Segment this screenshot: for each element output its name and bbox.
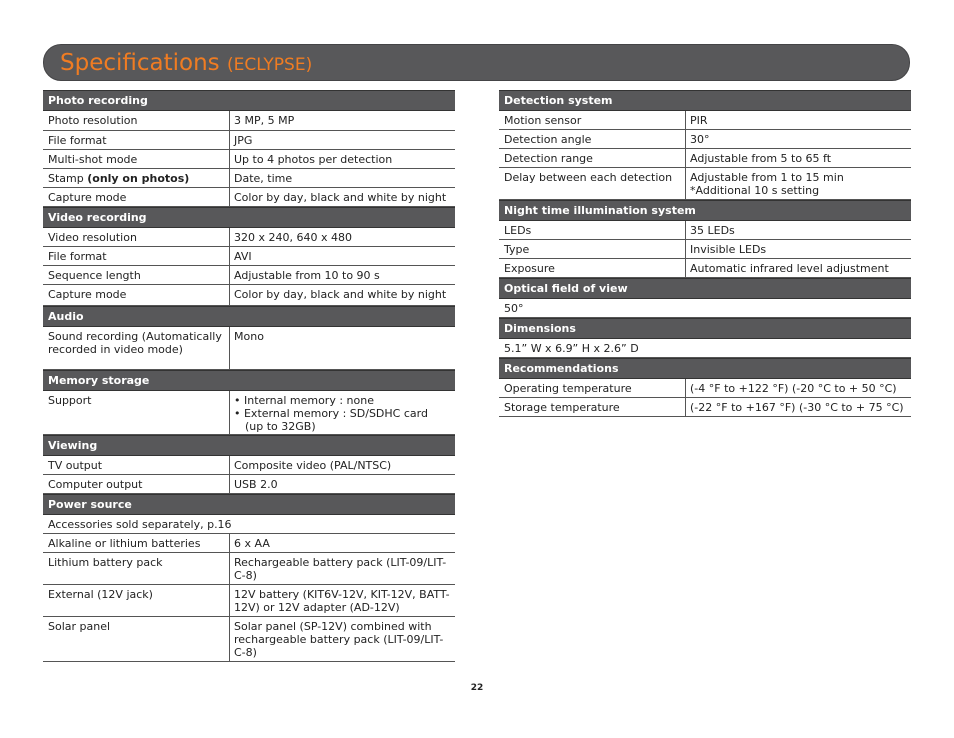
section-header-viewing: Viewing xyxy=(43,435,455,456)
spec-value: (-22 °F to +167 °F) (-30 °C to + 75 °C) xyxy=(690,401,904,414)
spec-label: Computer output xyxy=(43,475,230,493)
spec-value: Mono xyxy=(234,330,264,343)
section-header-photo-recording: Photo recording xyxy=(43,90,455,111)
spec-value: Solar panel (SP-12V) combined with rechargeable battery pack (LIT-09/LIT-C-8) xyxy=(234,620,444,659)
section-header-memory-storage: Memory storage xyxy=(43,370,455,391)
spec-label: Detection range xyxy=(499,149,686,167)
table-row xyxy=(43,247,455,266)
spec-label: Sound recording (Automatically recorded in video mode) xyxy=(43,327,230,369)
table-row xyxy=(499,149,911,168)
spec-label: Alkaline or lithium batteries xyxy=(43,534,230,552)
table-row xyxy=(499,259,911,278)
table-row xyxy=(43,617,455,662)
spec-value: Color by day, black and white by night xyxy=(234,288,447,301)
spec-value: AVI xyxy=(234,250,252,263)
spec-label: Solar panel xyxy=(43,617,230,661)
spec-value: 3 MP, 5 MP xyxy=(234,114,295,127)
table-row xyxy=(43,285,455,306)
table-row xyxy=(43,585,455,617)
table-row xyxy=(499,379,911,398)
spec-label: File format xyxy=(43,131,230,149)
spec-value: Rechargeable battery pack (LIT-09/LIT-C-8) xyxy=(234,556,447,582)
spec-value: (-4 °F to +122 °F) (-20 °C to + 50 °C) xyxy=(690,382,897,395)
table-row xyxy=(43,391,455,435)
spec-value-list xyxy=(230,391,455,434)
spec-value: 5.1” W x 6.9” H x 2.6” D xyxy=(504,342,639,355)
spec-value: Adjustable from 10 to 90 s xyxy=(234,269,380,282)
table-row xyxy=(43,111,455,131)
spec-value: Automatic infrared level adjustment xyxy=(690,262,889,275)
table-row xyxy=(43,188,455,207)
spec-label: Photo resolution xyxy=(43,111,230,130)
table-row xyxy=(43,534,455,553)
title-banner xyxy=(43,44,910,81)
section-header-audio: Audio xyxy=(43,306,455,327)
stamp-label-bold: (only on photos) xyxy=(87,172,190,185)
section-header-optical-field: Optical field of view xyxy=(499,278,911,299)
spec-value: Color by day, black and white by night xyxy=(234,191,447,204)
spec-label: Multi-shot mode xyxy=(43,150,230,168)
spec-value: JPG xyxy=(234,134,253,147)
page-number: 22 xyxy=(470,683,484,693)
list-item: • Internal memory : none xyxy=(234,394,374,407)
power-note: Accessories sold separately, p.16 xyxy=(48,518,232,531)
spec-label: Video resolution xyxy=(43,228,230,246)
table-row xyxy=(43,515,455,534)
section-header-detection-system: Detection system xyxy=(499,90,911,111)
spec-value: USB 2.0 xyxy=(234,478,278,491)
table-row xyxy=(499,221,911,240)
spec-label: Type xyxy=(499,240,686,258)
spec-label: External (12V jack) xyxy=(43,585,230,616)
table-row xyxy=(43,150,455,169)
section-header-video-recording: Video recording xyxy=(43,207,455,228)
spec-label: Storage temperature xyxy=(499,398,686,416)
table-row xyxy=(499,240,911,259)
table-row xyxy=(43,131,455,150)
spec-label xyxy=(43,169,230,187)
spec-label: Sequence length xyxy=(43,266,230,284)
spec-label: Capture mode xyxy=(43,285,230,305)
list-item: • External memory : SD/SDHC card xyxy=(234,407,428,420)
table-row xyxy=(43,327,455,370)
spec-label: TV output xyxy=(43,456,230,474)
spec-label: Operating temperature xyxy=(499,379,686,397)
spec-label: Lithium battery pack xyxy=(43,553,230,584)
spec-label: Exposure xyxy=(499,259,686,277)
spec-value: Composite video (PAL/NTSC) xyxy=(234,459,392,472)
section-header-power-source: Power source xyxy=(43,494,455,515)
spec-value: 35 LEDs xyxy=(690,224,735,237)
spec-value-list xyxy=(686,168,911,199)
section-header-dimensions: Dimensions xyxy=(499,318,911,339)
table-row xyxy=(499,299,911,318)
spec-label: LEDs xyxy=(499,221,686,239)
page-subtitle: (ECLYPSE) xyxy=(226,55,313,75)
spec-value: PIR xyxy=(690,114,708,127)
table-row xyxy=(43,228,455,247)
table-row xyxy=(43,169,455,188)
stamp-label: Stamp xyxy=(48,172,88,185)
spec-value: Adjustable from 5 to 65 ft xyxy=(690,152,832,165)
table-row xyxy=(499,339,911,358)
spec-value: 50° xyxy=(504,302,524,315)
table-row xyxy=(43,266,455,285)
list-item: *Additional 10 s setting xyxy=(690,184,820,197)
page-title xyxy=(60,48,312,80)
table-row xyxy=(499,398,911,417)
table-row xyxy=(499,130,911,149)
table-row xyxy=(43,456,455,475)
list-item: (up to 32GB) xyxy=(245,420,316,433)
page-title-text: Specifications xyxy=(60,50,220,76)
spec-value: 30° xyxy=(690,133,710,146)
spec-value: 6 x AA xyxy=(234,537,270,550)
right-spec-column xyxy=(499,90,911,417)
spec-value: Invisible LEDs xyxy=(690,243,767,256)
spec-value: Up to 4 photos per detection xyxy=(234,153,393,166)
table-row xyxy=(43,553,455,585)
spec-label: Detection angle xyxy=(499,130,686,148)
section-header-recommendations: Recommendations xyxy=(499,358,911,379)
table-row xyxy=(499,111,911,130)
spec-label: Support xyxy=(43,391,230,434)
spec-value: 12V battery (KIT6V-12V, KIT-12V, BATT-12V) or 12V adapter (AD-12V) xyxy=(234,588,450,614)
spec-label: Delay between each detection xyxy=(499,168,686,199)
section-header-night-illumination: Night time illumination system xyxy=(499,200,911,221)
table-row xyxy=(43,475,455,494)
spec-label: File format xyxy=(43,247,230,265)
left-spec-column xyxy=(43,90,455,662)
spec-label: Motion sensor xyxy=(499,111,686,129)
spec-value: 320 x 240, 640 x 480 xyxy=(234,231,352,244)
table-row xyxy=(499,168,911,200)
spec-label: Capture mode xyxy=(43,188,230,206)
spec-value: Date, time xyxy=(234,172,293,185)
list-item: Adjustable from 1 to 15 min xyxy=(690,171,844,184)
